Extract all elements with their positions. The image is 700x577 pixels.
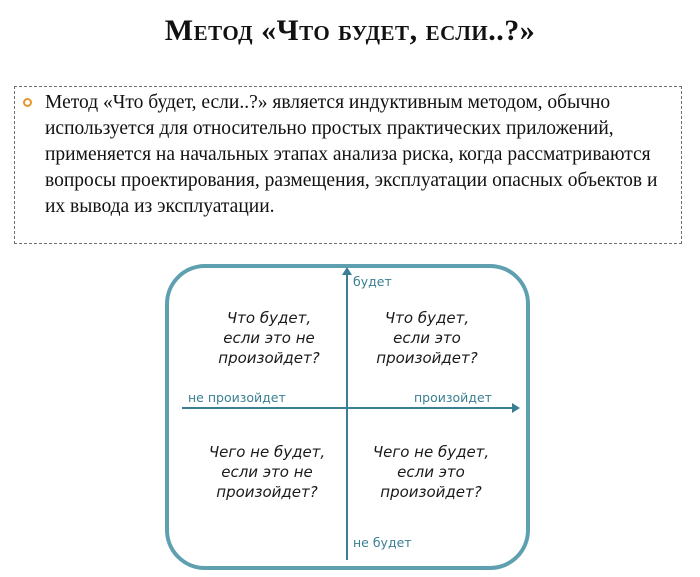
description-text: Метод «Что будет, если..?» является индуктивным методом, обычно используется для относительно простых практических приложений, применяется на начальных этапах анализа риска, когда рассматриваются вопросы проектирования, размещения, эксплуатации опасных объектов и их вывода из эксплуатации. [45, 92, 658, 217]
quadrant-line: произойдет? [216, 483, 318, 501]
quadrant-line: Что будет, [384, 309, 470, 327]
quadrant-line: если это не [223, 329, 315, 347]
axis-label-top: будет [353, 274, 392, 289]
quadrant-line: произойдет? [376, 349, 478, 367]
quadrant-line: произойдет? [218, 349, 320, 367]
quadrant-line: произойдет? [380, 483, 482, 501]
quadrant-line: Чего не будет, [208, 443, 326, 461]
axis-label-bottom: не будет [353, 535, 412, 550]
quadrant-line: если это [393, 329, 461, 347]
quadrant-line: если это [397, 463, 465, 481]
axis-label-right: произойдет [414, 390, 492, 405]
quadrant-top-left [194, 308, 344, 368]
slide-title: Метод «Что будет, если..?» [164, 14, 536, 47]
quadrant-bottom-right [356, 442, 506, 502]
axis-label-left: не произойдет [188, 390, 286, 405]
quadrant-top-right [352, 308, 502, 368]
quadrant-line: Что будет, [226, 309, 312, 327]
vertical-axis-arrow [346, 274, 348, 560]
horizontal-axis-arrow [182, 407, 512, 409]
quadrant-line: если это не [221, 463, 313, 481]
quadrant-bottom-left [192, 442, 342, 502]
quadrant-line: Чего не будет, [372, 443, 490, 461]
